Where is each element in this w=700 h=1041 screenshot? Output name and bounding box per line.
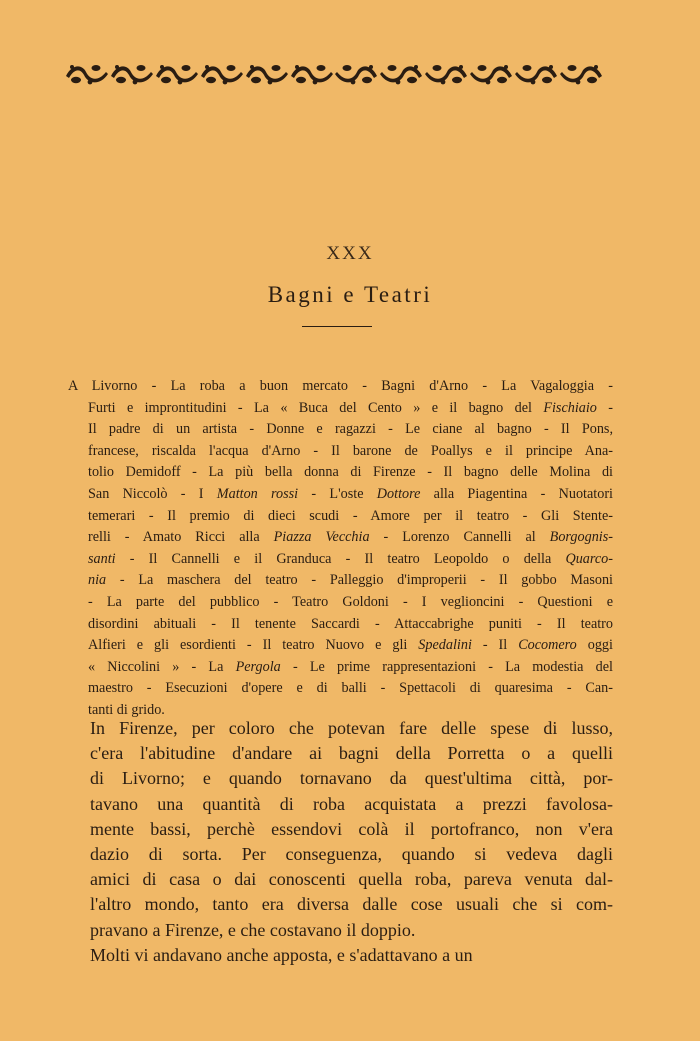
summary-line xyxy=(68,635,613,657)
summary-text: oggi xyxy=(576,637,613,654)
vine-motif xyxy=(470,65,512,84)
body-line: dazio di sorta. Per conseguenza, quando si vedeva dagli xyxy=(90,843,613,864)
summary-text: francese, riscalda l'acqua d'Arno - Il barone de Poallys e il principe Ana- xyxy=(88,442,613,459)
body-line: c'era l'abitudine d'andare ai bagni della Porretta o a quelli xyxy=(90,743,613,764)
chapter-summary xyxy=(68,376,613,722)
summary-italic-text: nia xyxy=(88,572,107,589)
summary-text: maestro - Esecuzioni d'opere e di balli - Spettacoli di quaresima - Can- xyxy=(88,680,613,697)
summary-italic-text: Pergola xyxy=(235,658,281,675)
vine-motif xyxy=(246,65,288,84)
summary-text: - Il Cannelli e il Granduca - Il teatro Leopoldo o della xyxy=(115,550,566,567)
summary-line xyxy=(68,419,613,441)
body-line: amici di casa o dai conoscenti quella roba, pareva venuta dal- xyxy=(90,869,613,890)
body-text xyxy=(90,716,613,968)
summary-line xyxy=(68,657,613,679)
summary-text: - Lorenzo Cannelli al xyxy=(369,529,550,546)
summary-text: alla Piagentina - Nuotatori xyxy=(420,485,613,502)
body-line: tavano una quantità di roba acquistata a prezzi favolosa- xyxy=(90,793,613,814)
summary-text: San Niccolò - I xyxy=(88,485,217,502)
summary-text: tanti di grido. xyxy=(88,701,165,718)
body-line: l'altro mondo, tanto era diversa dalle cose usuali che si com- xyxy=(90,894,613,915)
chapter-number: XXX xyxy=(326,243,374,264)
summary-line xyxy=(68,592,613,614)
summary-italic-text: Piazza Vecchia xyxy=(273,529,370,546)
body-line: In Firenze, per coloro che potevan fare delle spese di lusso, xyxy=(90,718,613,738)
summary-text: - Il xyxy=(471,637,519,654)
summary-line xyxy=(68,376,613,398)
summary-italic-text: Fischiaio xyxy=(543,399,597,416)
chapter-title: Bagni e Teatri xyxy=(267,282,433,307)
summary-text: Furti e improntitudini - La « Buca del Cento » e il bagno del xyxy=(88,399,544,416)
body-line: Molti vi andavano anche apposta, e s'adattavano a un xyxy=(90,944,473,965)
body-line: di Livorno; e quando tornavano da quest'ultima città, por- xyxy=(90,768,613,789)
summary-line xyxy=(68,678,613,700)
summary-text: - Le prime rappresentazioni - La modestia del xyxy=(280,658,613,675)
summary-italic-text: Borgognis- xyxy=(549,529,613,546)
floral-border-ornament xyxy=(64,60,612,88)
summary-line xyxy=(68,441,613,463)
vine-motif xyxy=(291,65,333,84)
vine-motif xyxy=(66,65,108,84)
summary-text: A Livorno - La roba a buon mercato - Bagni d'Arno - La Vagaloggia - xyxy=(68,378,613,394)
vine-motif xyxy=(111,65,153,84)
summary-italic-text: Matton rossi xyxy=(216,485,299,502)
vine-motif xyxy=(335,65,377,84)
body-line: mente bassi, perchè essendovi colà il portofranco, non v'era xyxy=(90,818,613,839)
vine-motif xyxy=(201,65,243,84)
summary-text: relli - Amato Ricci alla xyxy=(88,529,274,546)
vine-motif xyxy=(560,65,602,84)
vine-motif xyxy=(380,65,422,84)
vine-motif xyxy=(515,65,557,84)
summary-text: Alfieri e gli esordienti - Il teatro Nuovo e gli xyxy=(88,637,419,654)
summary-text: - La parte del pubblico - Teatro Goldoni - I veglioncini - Questioni e xyxy=(88,593,613,610)
body-line: pravano a Firenze, e che costavano il doppio. xyxy=(90,919,416,940)
summary-italic-text: Cocomero xyxy=(518,637,577,654)
summary-italic-text: santi xyxy=(88,550,116,567)
summary-text: disordini abituali - Il tenente Saccardi - Attaccabrighe puniti - Il teatro xyxy=(88,615,613,632)
title-divider xyxy=(302,326,372,327)
vine-motif xyxy=(425,65,467,84)
summary-line xyxy=(68,570,613,592)
summary-line xyxy=(68,527,613,549)
summary-line xyxy=(68,484,613,506)
summary-line xyxy=(68,462,613,484)
summary-text: Il padre di un artista - Donne e ragazzi - Le ciane al bagno - Il Pons, xyxy=(88,421,613,438)
summary-line xyxy=(68,549,613,571)
vine-motif xyxy=(156,65,198,84)
summary-text: - La maschera del teatro - Palleggio d'improperii - Il gobbo Masoni xyxy=(106,572,613,589)
summary-text: tolio Demidoff - La più bella donna di Firenze - Il bagno delle Molina di xyxy=(88,464,613,481)
summary-text: - L'oste xyxy=(298,485,377,502)
summary-text: - xyxy=(596,399,613,416)
summary-line xyxy=(68,614,613,636)
summary-text: temerari - Il premio di dieci scudi - Amore per il teatro - Gli Stente- xyxy=(88,507,613,524)
summary-italic-text: Quarco- xyxy=(565,550,613,567)
summary-line xyxy=(68,398,613,420)
summary-line xyxy=(68,506,613,528)
summary-text: « Niccolini » - La xyxy=(88,658,236,675)
summary-italic-text: Spedalini xyxy=(418,637,472,654)
summary-italic-text: Dottore xyxy=(376,485,421,502)
